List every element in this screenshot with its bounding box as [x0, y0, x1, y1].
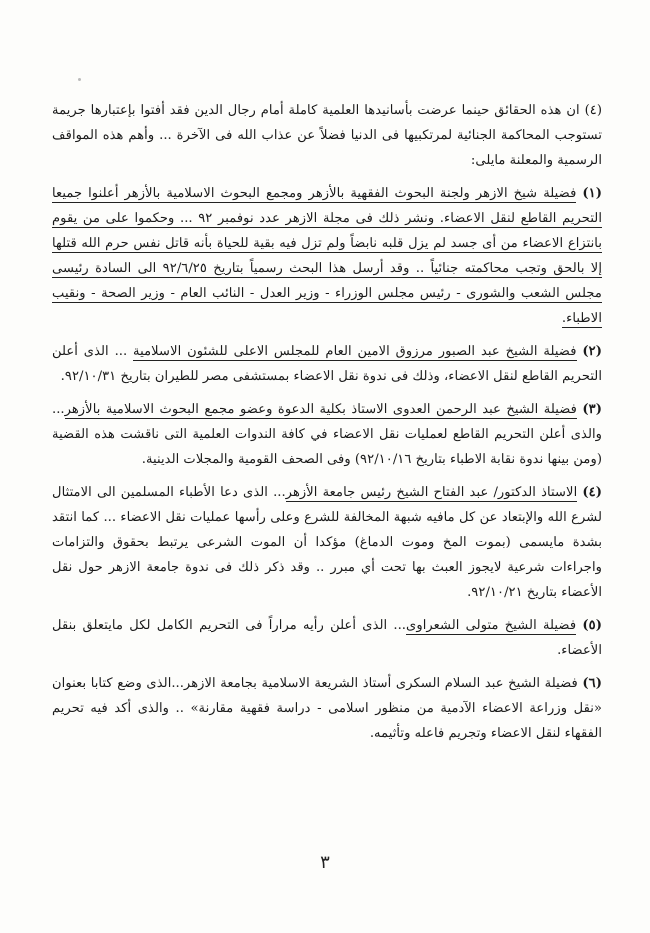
- list-item-6: [52, 671, 602, 746]
- item-number: (٢): [582, 344, 603, 359]
- item-underlined-text: الاستاذ الدكتور/ عبد الفتاح الشيخ رئيس جامعة الأزهر: [285, 485, 578, 500]
- item-text: ... والذى أعلن التحريم القاطع لعمليات نقل الاعضاء في كافة الندوات العلمية التى ناقشت هذه القضية (ومن بينها ندوة نقابة الاطباء بتاريخ ٩٢/١٠/١٦) وفى الصحف القومية والمجلات الدينية.: [52, 402, 602, 467]
- scan-speck: [78, 78, 81, 81]
- item-number: (٦): [582, 676, 602, 691]
- item-text: فضيلة الشيخ عبد السلام السكرى أستاذ الشريعة الاسلامية بجامعة الازهر...الذى وضع كتابا بعنوان «نقل وزراعة الاعضاء الآدمية من منظور اسلامى - دراسة فقهية مقارنة» .. والذى أكد فيه تحريم الفقهاء لنقل الاعضاء وتجريم فاعله وتأثيمه.: [52, 676, 602, 741]
- list-item-5: [52, 613, 602, 663]
- list-item-4: [52, 480, 602, 605]
- item-number: (٣): [582, 402, 602, 417]
- item-underlined-text: فضيلة الشيخ عبد الرحمن العدوى الاستاذ بكلية الدعوة وعضو مجمع البحوث الاسلامية بالأزهر: [64, 402, 577, 417]
- item-number: (٤): [582, 485, 602, 500]
- item-number: (١): [582, 186, 602, 201]
- item-text: ... الذى دعا الأطباء المسلمين الى الامتثال لشرع الله والإبتعاد عن كل مافيه شبهة المخالفة للشرع وعلى رأسها عمليات نقل الاعضاء ... كما انتقد بشدة مايسمى (بموت المخ وموت الدماغ) مؤكدا أن الموت الشرعى يرتبط بحقوق والتزامات واجراءات شرعية لايجوز العبث بها تحت أي مبرر .. وقد ذكر ذلك فى ندوة جامعة الازهر حول نقل الأعضاء بتاريخ ٩٢/١٠/٢١.: [52, 485, 602, 600]
- item-underlined-text: فضيلة الشيخ متولى الشعراوى: [406, 618, 577, 633]
- intro-paragraph: (٤) ان هذه الحقائق حينما عرضت بأسانيدها العلمية كاملة أمام رجال الدين فقد أفتوا بإعتبارها جريمة تستوجب المحاكمة الجنائية لمرتكبيها فى الدنيا فضلاً عن عذاب الله فى الآخرة ... وأهم هذه المواقف الرسمية والمعلنة مايلى:: [52, 103, 602, 168]
- list-item-3: [52, 397, 602, 472]
- item-text: ... الذى أعلن رأيه مراراً فى التحريم الكامل لكل مايتعلق بنقل الأعضاء.: [52, 618, 602, 658]
- item-underlined-text: فضيلة شيخ الازهر ولجنة البحوث الفقهية بالأزهر ومجمع البحوث الاسلامية بالأزهر أعلنوا جميعا التحريم القاطع لنقل الاعضاء. ونشر ذلك فى مجلة الازهر عدد نوفمبر ٩٢ ... وحكموا على من يقوم بانتزاع الاعضاء من أى جسد لم يزل قلبه نابضاً ولم تزل فيه بقية للحياة بأنه قاتل نفس حرم الله قتلها إلا بالحق وتجب محاكمته جنائياً .. وقد أرسل هذا البحث رسمياً بتاريخ ٩٢/٦/٢٥ الى السادة رئيسى مجلس الشعب والشورى - رئيس مجلس الوزراء - وزير العدل - النائب العام - وزير الصحة - ونقيب الاطباء.: [52, 186, 602, 326]
- item-text: ... الذى أعلن التحريم القاطع لنقل الاعضاء، وذلك فى ندوة نقل الاعضاء بمستشفى مصر للطيران بتاريخ ٩٢/١٠/٣١.: [52, 344, 602, 384]
- page-number: ٣: [320, 852, 330, 873]
- list-item-2: [52, 339, 602, 389]
- list-item-1: [52, 181, 602, 331]
- document-body: [52, 98, 602, 746]
- item-underlined-text: فضيلة الشيخ عبد الصبور مرزوق الامين العام للمجلس الاعلى للشئون الاسلامية: [133, 344, 577, 359]
- item-number: (٥): [582, 618, 602, 633]
